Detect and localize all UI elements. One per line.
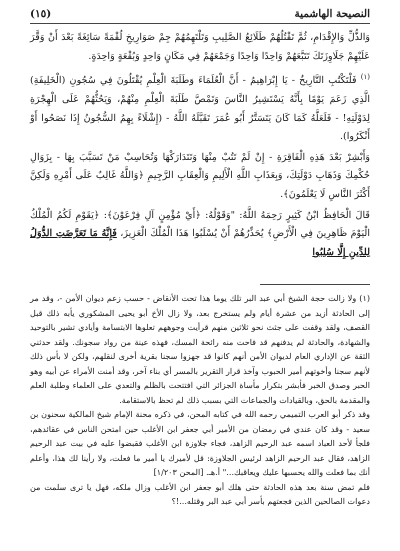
main-text	[30, 29, 370, 262]
page-number: (١٥)	[30, 8, 52, 20]
emphasized-text: فَإِنَّهُ مَا تَعَرَّضَتِ الدُّوَلُ لِلدِّينِ إِلَّا سُلِبُوا	[30, 228, 370, 258]
footnote: وقد ذكر أبو العرب التميمي رحمه الله في كتابه المحن، في ذكره محنة الإمام شيخ المالكية سحنون بن سعيد - وقد كان عندي في رمضان من الأمير أبي جعفر ابن الأغلب حين امتحن الناس في عقائدهم، فلجأ لأحد العباد اسمه عبد الرحيم الزاهد، فجاء جلاوزة ابن الأغلب فقبضوا عليه في بيت عبد الرحيم الزاهد، فقال عبد الرحيم الزاهد لرئيس الجلاوزة: قل لأميرك يا أمير ما فعلت، ولا رأينا لك هذا، وأعلم أنك بما فعلت والله يحسبها عليك ويعاقبك..." أ.هـ. [المحن ١/٢٠٣]	[30, 409, 370, 478]
footnote-separator	[260, 284, 370, 285]
paragraph-text: فَلْتَكْتُبِ التَّارِيخُ - يَا إِبْرَاهِيمُ - أَنَّ الْعُلَمَاءَ وَطَلَبَةَ الْعِلْمِ يُقْتَلُونَ فِي سُجُونِ (الْخَلِيفَةِ) الَّذِي زَعَمَ يَوْمًا بِأَنَّهُ يَسْتَشِيرُ النَّاسَ وَتَمْصَّ طَلَبَةَ الْعِلْمِ مِنْهُمْ، وَيَحُثُّهُمْ عَلَى الْهِجْرَةِ لِدَوْلَتِهِ! - فَلَعَلَّهُ كَمَا كَانَ يَتَسَتَّرُ أَبُو عُمَرَ تَقَبَّلَهُ اللَّهُ - (إِشْلَاءً بِهِمُ السُّجُونُ إِذَا نَصَحُوا أَوْ أَنْكَرُوا).	[30, 75, 370, 143]
footnote: فلم تمض سنة بعد هذه الحادثة حتى هلك أبو جعفر ابن الأغلب وزال ملكه، فهل يا ترى سلمت من دعوات الصالحين الذين فجعتهم بأسر أبي عبد البر وقتله...!؟	[30, 481, 370, 507]
paragraph-text: قَالَ الْحَافِظُ ابْنُ كَثِيرٍ رَحِمَهُ اللَّهُ: "وَقَوْلُهُ: ﴿أَيْ مُؤْمِنٍ آلِ فِرْعَوْنَ﴾: ﴿يَقَوْمِ لَكُمُ الْمُلْكُ الْيَوْمَ ظَاهِرِينَ فِي الْأَرْضِ﴾ يُحَذِّرُهُمْ أَنْ يُسْلَبُوا هَذَا الْمُلْكَ الْعَزِيزَ،	[30, 209, 370, 240]
page-header	[30, 8, 370, 24]
paragraph	[30, 207, 370, 263]
paragraph-text: وَأَبْشِرْ بَعْدَ هَذِهِ الْفَاقِرَةِ - إِنْ لَمْ تَتُبْ مِنْهَا وَتَتَدَارَكْهَا وَتُحَاسِبْ مَنْ تَسَبَّبَ بِهَا - بِزَوَالِ حُكْمِكَ وَذَهَابِ دَوْلَتِكَ، وَبِعَذَابِ اللَّهِ الْأَلِيمِ وَالْعِقَابِ الرَّجِيمِ ﴿وَاللَّهُ غَالِبٌ عَلَى أَمْرِهِ وَلَكِنَّ أَكْثَرَ النَّاسِ لَا يَعْلَمُونَ﴾.	[30, 151, 370, 200]
paragraph	[30, 149, 370, 205]
footnotes	[30, 291, 370, 509]
footnote-marker: (١)	[360, 73, 370, 82]
paragraph-text: وَالذُّلِّ وَالإِقْدَامِ، ثُمَّ تَقْتُلُهُمْ طَلَائِعُ الصَّلِيبِ وَتَلْتَهِمُهُمْ جِمْ صَوَارِيخِ لُقْمَةً سَائِغَةً بَعْدَ أَنْ وَقَّرَ عَلَيْهِمْ جَلَاوِزَتَكَ تَتَبَّعَهُمْ وَاحِدًا وَاحِدًا وَجَمْعَهُمْ فِي مَكَانٍ وَاحِدٍ وَبُقْعَةٍ وَاحِدَةٍ.	[30, 32, 370, 62]
paragraph	[30, 29, 370, 66]
running-title: النصيحة الهاشمية	[294, 8, 370, 20]
footnote: (١) ولا زالت حجة الشيخ أبي عبد البر تلك يوما هذا تحت الأنقاض - حسب زعم ديوان الأمن -، وقد مر إلى الحادثة أزيد من عشرة أيام ولم يستخرج بعد، ولا زال الأخ أبو يحيى المشكوري يأبه ذلك قبل القصف، ولقد وقفت على جثث نحو ثلاثين منهم قرأيت وجوههم تعلوها الابتسامة وأيادي تشير بالتوحيد والشهادة، والحادثة لم يدفنهم قد فاحت منه رائحة المسك، فهذه عينة من رواد سجونك. ولقد حدثني الثقة عن الإداري العام لديوان الأمن أنهم كانوا قد جهزوا سجنا بقرية أخرى لنقلهم، ولكن لا بأس ذلك لأنهم سجنا وأخوتهم أمير الحبوب وآخذ قرار التقرير بالمسر أي بناء آخر، وقد أمنت الأمراء عن أبيه وهو الحبر وصدق الخبر فأبشر بتكرار مأساة الجزائر التي افتتحت بالظلم والتعدي على العلماء وطلبة العلم والمقدمة بالحق، وبالقيادات والجماعات التي بسبب ذلك لم تحظ بالاستقامة.	[30, 293, 370, 405]
paragraph	[30, 68, 370, 147]
